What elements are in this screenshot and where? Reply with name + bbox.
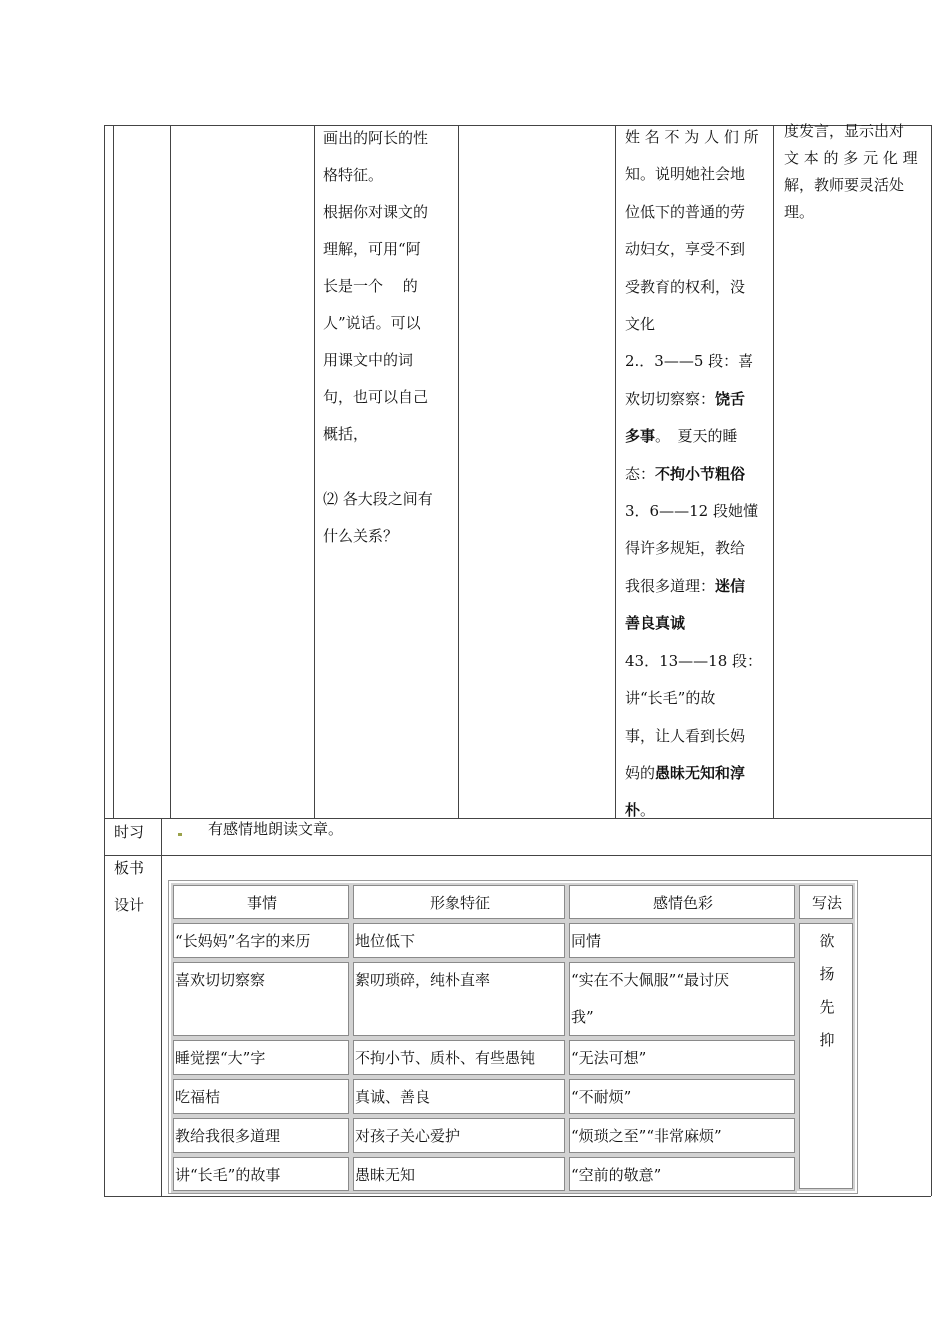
homework-label: 时习: [114, 823, 145, 841]
board-label-line: 板书: [114, 859, 145, 877]
analysis-line: [625, 306, 762, 343]
guidance-line: 句，也可以自己: [323, 388, 429, 406]
board-cell-trait: 不拘小节、质朴、有些愚钝: [351, 1038, 567, 1077]
analysis-segment: 讲“长毛”的故: [625, 689, 716, 708]
method-char: 抑: [819, 1031, 835, 1049]
board-cell-event: “长妈妈”名字的来历: [171, 921, 351, 960]
emotion-line: 同情: [571, 932, 602, 950]
column-divider-4: [458, 125, 459, 818]
guidance-text: [323, 120, 428, 453]
board-cell-emotion: [567, 1038, 797, 1077]
notes-line: 理。: [784, 203, 815, 221]
guidance-line: 根据你对课文的: [323, 203, 429, 221]
board-cell-trait: 地位低下: [351, 921, 567, 960]
bullet-icon: [178, 833, 182, 836]
analysis-segment: 欢切切察察：: [625, 389, 716, 408]
board-cell-event: 睡觉摆“大”字: [171, 1038, 351, 1077]
method-char: 扬: [819, 965, 835, 983]
column-divider-1: [113, 125, 114, 818]
analysis-keyword: 朴: [625, 801, 641, 820]
header-trait: 形象特征: [351, 883, 567, 921]
method-char: 欲: [819, 932, 835, 950]
analysis-segment: 事，让人看到长妈: [625, 726, 746, 745]
notes-line: 解，教师要灵活处: [784, 176, 905, 194]
board-cell-event: 教给我很多道理: [171, 1116, 351, 1155]
question-2-text: [323, 481, 433, 555]
header-event: 事情: [171, 883, 351, 921]
board-cell-emotion: [567, 1116, 797, 1155]
analysis-line: [625, 343, 762, 380]
emotion-line: “无法可想”: [571, 1049, 647, 1067]
analysis-keyword: 不拘小节粗俗: [655, 464, 746, 483]
analysis-keyword: 愚昧无知和淳: [655, 763, 746, 782]
analysis-keyword: 善良真诚: [625, 614, 686, 633]
board-cell-trait: 真诚、善良: [351, 1077, 567, 1116]
emotion-line: 我”: [571, 1008, 594, 1026]
board-cell-event: 喜欢切切察察: [171, 960, 351, 1038]
method-char: 先: [819, 998, 835, 1016]
question-line: ⑵ 各大段之间有: [323, 490, 433, 508]
board-label: [114, 850, 144, 924]
board-cell-event: 吃福桔: [171, 1077, 351, 1116]
board-cell-trait: 絮叨琐碎，纯朴直率: [351, 960, 567, 1038]
guidance-line: 长是一个 的: [323, 277, 418, 295]
analysis-segment: 动妇女，享受不到: [625, 240, 746, 259]
analysis-line: [625, 680, 762, 717]
analysis-keyword: 多事: [625, 427, 656, 446]
analysis-segment: 得许多规矩，教给: [625, 539, 746, 558]
column-divider-3: [314, 125, 315, 818]
notes-line: 文 本 的 多 元 化 理: [784, 149, 918, 167]
analysis-line: [625, 231, 762, 268]
header-method: 写法: [797, 883, 855, 921]
board-cell-trait: 对孩子关心爱护: [351, 1116, 567, 1155]
board-cell-emotion: [567, 960, 797, 1038]
guidance-line: 人”说话。可以: [323, 314, 421, 332]
table-right-border: [931, 125, 932, 1196]
question-line: 什么关系？: [323, 527, 399, 545]
analysis-text: [625, 119, 762, 830]
analysis-line: [625, 493, 762, 530]
board-cell-event: 讲“长毛”的故事: [171, 1155, 351, 1193]
analysis-segment: 。 夏天的睡: [655, 427, 738, 446]
analysis-line: [625, 156, 762, 193]
analysis-line: [625, 119, 762, 156]
analysis-line: [625, 755, 762, 792]
method-cell: [797, 921, 855, 1191]
analysis-segment: 2.．3——5 段：喜: [625, 352, 754, 371]
analysis-line: [625, 530, 762, 567]
analysis-segment: 知。说明她社会地: [625, 165, 746, 184]
table-bottom-border: [104, 1196, 931, 1197]
board-row-top: [104, 855, 931, 856]
emotion-line: “烦琐之至”“非常麻烦”: [571, 1127, 722, 1145]
analysis-segment: 。: [640, 801, 656, 820]
analysis-segment: 43．13——18 段：: [625, 651, 763, 670]
emotion-line: “不耐烦”: [571, 1088, 632, 1106]
board-cell-emotion: [567, 1077, 797, 1116]
analysis-keyword: 迷信: [715, 576, 746, 595]
analysis-line: [625, 792, 762, 829]
analysis-line: [625, 456, 762, 493]
analysis-line: [625, 381, 762, 418]
analysis-line: [625, 643, 762, 680]
board-cell-emotion: [567, 921, 797, 960]
emotion-line: “实在不大佩服”“最讨厌: [571, 971, 730, 989]
guidance-line: 格特征。: [323, 166, 384, 184]
analysis-segment: 位低下的普通的劳: [625, 202, 746, 221]
table-left-border: [104, 125, 105, 1196]
board-cell-trait: 愚昧无知: [351, 1155, 567, 1193]
analysis-segment: 文化: [625, 315, 656, 334]
analysis-segment: 态：: [625, 464, 656, 483]
column-divider-6: [773, 125, 774, 818]
guidance-line: 概括，: [323, 425, 369, 443]
homework-text: 有感情地朗读文章。: [208, 820, 344, 838]
analysis-line: [625, 605, 762, 642]
guidance-line: 理解，可用“阿: [323, 240, 421, 258]
analysis-line: [625, 568, 762, 605]
analysis-segment: 3．6——12 段她懂: [625, 502, 758, 521]
column-divider-2: [170, 125, 171, 818]
analysis-line: [625, 269, 762, 306]
column-divider-5: [615, 125, 616, 818]
guidance-line: 画出的阿长的性: [323, 129, 429, 147]
analysis-segment: 受教育的权利，没: [625, 277, 746, 296]
emotion-line: “空前的敬意”: [571, 1166, 662, 1184]
guidance-line: 用课文中的词: [323, 351, 414, 369]
notes-text: [784, 118, 918, 226]
analysis-segment: 姓 名 不 为 人 们 所: [625, 128, 759, 146]
analysis-keyword: 饶舌: [715, 389, 746, 408]
board-label-line: 设计: [114, 896, 145, 914]
notes-line: 度发言，显示出对: [784, 122, 905, 140]
board-cell-emotion: [567, 1155, 797, 1193]
label-column-divider: [161, 818, 162, 1196]
analysis-line: [625, 194, 762, 231]
header-emotion: 感情色彩: [567, 883, 797, 921]
analysis-segment: 我很多道理：: [625, 576, 716, 595]
analysis-line: [625, 418, 762, 455]
analysis-segment: 妈的: [625, 763, 656, 782]
analysis-line: [625, 718, 762, 755]
